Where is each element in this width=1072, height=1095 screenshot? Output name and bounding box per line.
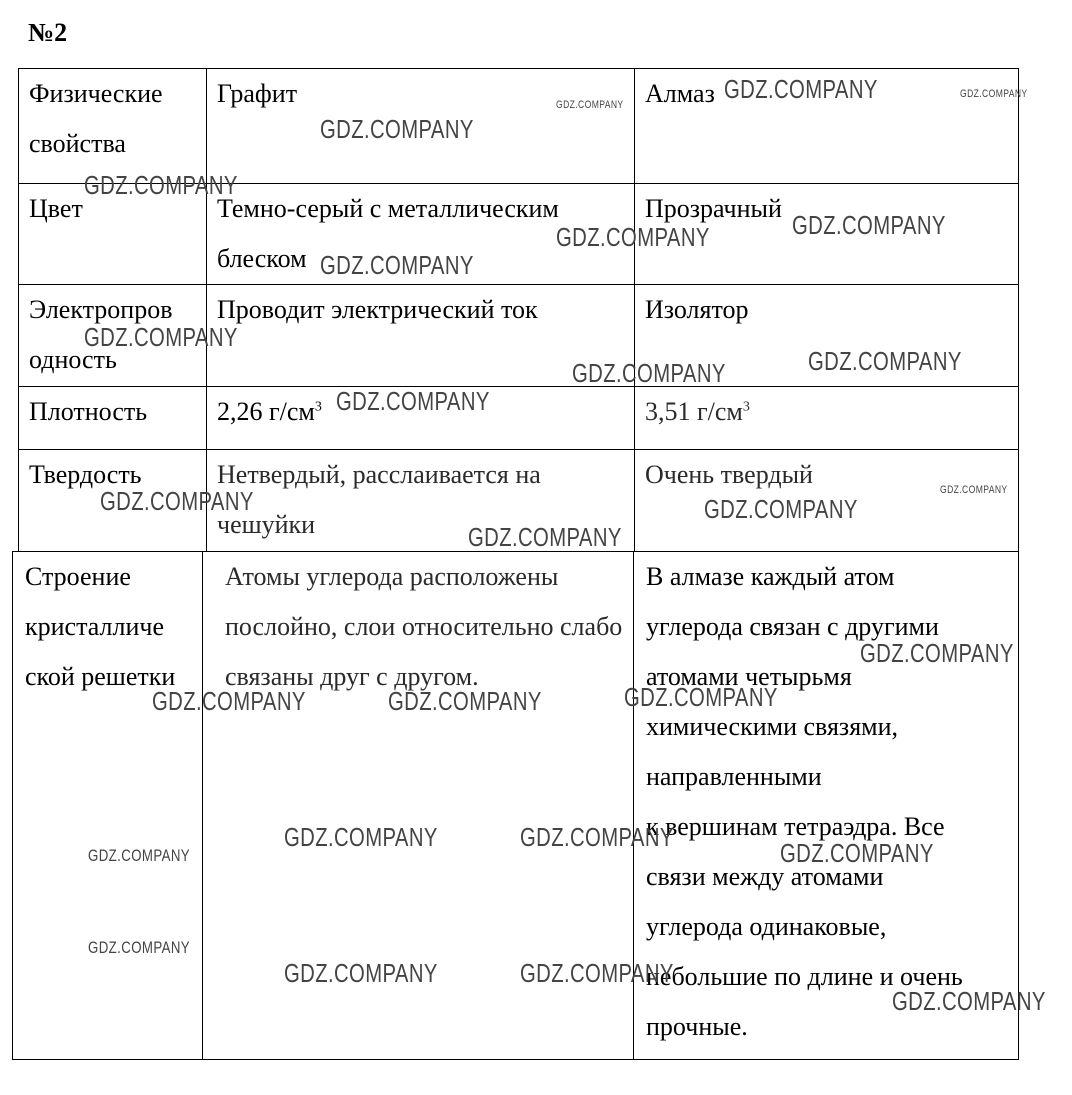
properties-table	[18, 68, 1019, 552]
watermark: GDZ.COMPANY	[88, 846, 191, 865]
watermark: GDZ.COMPANY	[724, 74, 878, 104]
watermark: GDZ.COMPANY	[468, 522, 622, 552]
watermark: GDZ.COMPANY	[624, 682, 778, 712]
graphite-cell: Темно-серый с металлическим блеском	[207, 184, 635, 285]
watermark: GDZ.COMPANY	[88, 938, 191, 957]
diamond-line: небольшие по длине и очень	[646, 962, 963, 991]
property-cell: Электропров одность	[19, 285, 207, 387]
watermark: GDZ.COMPANY	[780, 838, 934, 868]
table-row-density	[19, 387, 1019, 450]
diamond-line: связи между атомами	[646, 862, 884, 891]
watermark: GDZ.COMPANY	[860, 638, 1014, 668]
watermark: GDZ.COMPANY	[556, 99, 624, 111]
watermark: GDZ.COMPANY	[572, 358, 726, 388]
watermark: GDZ.COMPANY	[84, 322, 238, 352]
watermark: GDZ.COMPANY	[284, 822, 438, 852]
property-cell: Твердость	[19, 450, 207, 552]
watermark: GDZ.COMPANY	[152, 686, 306, 716]
watermark: GDZ.COMPANY	[388, 686, 542, 716]
watermark: GDZ.COMPANY	[520, 822, 674, 852]
task-number: №2	[28, 18, 68, 47]
watermark: GDZ.COMPANY	[320, 114, 474, 144]
header-property: Физические свойства	[19, 69, 207, 184]
graphite-cell: Нетвердый, расслаивается на чешуйки	[207, 450, 635, 552]
watermark: GDZ.COMPANY	[100, 486, 254, 516]
watermark: GDZ.COMPANY	[792, 210, 946, 240]
watermark: GDZ.COMPANY	[284, 958, 438, 988]
header-diamond: Алмаз	[635, 69, 1019, 184]
diamond-density-exponent: 3	[742, 399, 750, 415]
diamond-cell	[635, 387, 1019, 450]
watermark: GDZ.COMPANY	[520, 958, 674, 988]
table-row-structure	[13, 552, 1019, 1060]
diamond-line: атомами четырьмя	[646, 662, 852, 691]
watermark: GDZ.COMPANY	[556, 222, 710, 252]
property-cell: Плотность	[19, 387, 207, 450]
diamond-line: углерода связан с другими	[646, 612, 939, 641]
watermark: GDZ.COMPANY	[960, 88, 1028, 100]
watermark: GDZ.COMPANY	[940, 484, 1008, 496]
diamond-density-value: 3,51 г/см	[645, 397, 743, 426]
property-cell: Строение кристалличе ской решетки	[13, 552, 203, 1060]
header-graphite: Графит	[207, 69, 635, 184]
diamond-line: углерода одинаковые,	[646, 912, 887, 941]
diamond-cell: Изолятор	[635, 285, 1019, 387]
diamond-cell: Очень твердый	[635, 450, 1019, 552]
watermark: GDZ.COMPANY	[336, 386, 490, 416]
graphite-cell: Атомы углерода расположены послойно, слои относительно слабо связаны друг с другом.	[203, 552, 634, 1060]
watermark: GDZ.COMPANY	[320, 250, 474, 280]
diamond-line: химическими связями,	[646, 712, 899, 741]
watermark: GDZ.COMPANY	[808, 346, 962, 376]
watermark: GDZ.COMPANY	[704, 494, 858, 524]
graphite-density-exponent: 3	[314, 399, 322, 415]
watermark: GDZ.COMPANY	[892, 986, 1046, 1016]
diamond-line: В алмазе каждый атом	[646, 562, 895, 591]
property-cell: Цвет	[19, 184, 207, 285]
graphite-cell: Проводит электрический ток	[207, 285, 635, 387]
diamond-line: к вершинам тетраэдра. Все	[646, 812, 945, 841]
graphite-density-value: 2,26 г/см	[217, 397, 315, 426]
diamond-cell: Прозрачный	[635, 184, 1019, 285]
diamond-line: прочные.	[646, 1012, 748, 1041]
watermark: GDZ.COMPANY	[84, 170, 238, 200]
structure-table	[12, 551, 1019, 1060]
diamond-line: направленными	[646, 762, 822, 791]
diamond-cell	[634, 552, 1019, 1060]
